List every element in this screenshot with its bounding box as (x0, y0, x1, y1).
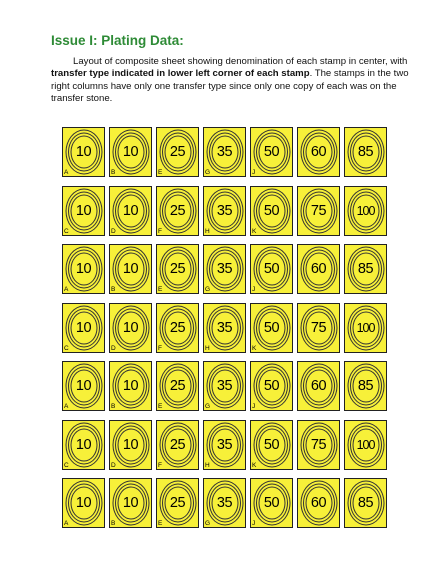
stamp (62, 244, 105, 294)
stamp-denomination: 10 (75, 436, 92, 453)
stamp-denomination: 25 (169, 436, 186, 453)
stamp (62, 478, 105, 528)
stamp-denomination: 35 (216, 378, 233, 394)
stamp-denomination: 50 (263, 319, 280, 336)
stamp-denomination: 35 (216, 202, 233, 219)
stamp-transfer-type: D (111, 227, 116, 235)
stamp (297, 244, 340, 294)
stamp-transfer-type: C (64, 461, 69, 469)
stamp-denomination: 25 (169, 495, 186, 511)
stamp (250, 478, 293, 528)
stamp-transfer-type: B (111, 403, 116, 410)
stamp (62, 420, 105, 470)
composite-sheet-grid (62, 127, 387, 528)
stamp (297, 127, 340, 177)
stamp-denomination: 100 (356, 437, 375, 452)
stamp (250, 361, 293, 411)
stamp-denomination: 10 (122, 378, 139, 394)
stamp-transfer-type: K (252, 344, 257, 352)
stamp-transfer-type: E (158, 520, 163, 527)
stamp-transfer-type: D (111, 344, 116, 352)
stamp-denomination: 10 (75, 319, 92, 336)
stamp-denomination: 10 (75, 378, 92, 394)
intro-paragraph (51, 56, 423, 105)
stamp-denomination: 25 (169, 144, 186, 160)
stamp-transfer-type: G (205, 520, 211, 527)
stamp (109, 127, 152, 177)
stamp (297, 478, 340, 528)
stamp-denomination: 50 (263, 261, 280, 277)
stamp (344, 303, 387, 353)
stamp (109, 244, 152, 294)
stamp-transfer-type: F (158, 344, 162, 352)
stamp (109, 186, 152, 236)
stamp-denomination: 75 (310, 202, 327, 219)
stamp (62, 361, 105, 411)
stamp-transfer-type: B (111, 520, 116, 527)
stamp-denomination: 10 (122, 436, 139, 453)
stamp-transfer-type: E (158, 403, 163, 410)
stamp-transfer-type: A (64, 403, 69, 410)
stamp-transfer-type: H (205, 461, 210, 469)
stamp-denomination: 75 (310, 436, 327, 453)
stamp-denomination: 100 (356, 320, 375, 335)
stamp (344, 186, 387, 236)
stamp (297, 420, 340, 470)
stamp (250, 127, 293, 177)
stamp-transfer-type: J (252, 286, 256, 293)
stamp (250, 303, 293, 353)
stamp-denomination: 50 (263, 378, 280, 394)
stamp-transfer-type: J (252, 169, 256, 176)
stamp-denomination: 10 (122, 495, 139, 511)
stamp (203, 361, 246, 411)
stamp (344, 244, 387, 294)
stamp-denomination: 35 (216, 495, 233, 511)
stamp-transfer-type: J (252, 403, 256, 410)
stamp-denomination: 10 (75, 144, 92, 160)
stamp-denomination: 85 (357, 261, 374, 277)
stamp-denomination: 50 (263, 202, 280, 219)
stamp (203, 303, 246, 353)
stamp (156, 186, 199, 236)
stamp (297, 303, 340, 353)
stamp-transfer-type: G (205, 403, 211, 410)
stamp (156, 420, 199, 470)
stamp-transfer-type: C (64, 344, 69, 352)
stamp-denomination: 10 (75, 495, 92, 511)
stamp-denomination: 50 (263, 436, 280, 453)
stamp (344, 127, 387, 177)
stamp-transfer-type: A (64, 169, 69, 176)
stamp-transfer-type: E (158, 286, 163, 293)
stamp-denomination: 35 (216, 436, 233, 453)
stamp-denomination: 35 (216, 261, 233, 277)
intro-text-bold: transfer type indicated in lower left corner of each stamp (51, 68, 310, 80)
stamp (297, 361, 340, 411)
stamp (62, 303, 105, 353)
stamp (62, 127, 105, 177)
stamp (297, 186, 340, 236)
stamp-denomination: 60 (310, 378, 327, 394)
stamp-denomination: 10 (122, 202, 139, 219)
stamp (344, 361, 387, 411)
stamp (156, 478, 199, 528)
intro-text-part1: Layout of composite sheet showing denomination of each stamp in center, with (73, 56, 408, 67)
stamp (109, 420, 152, 470)
stamp-denomination: 60 (310, 144, 327, 160)
stamp (156, 361, 199, 411)
stamp-transfer-type: G (205, 169, 211, 176)
stamp (250, 420, 293, 470)
intro-text-part2: . The stamps in the two right columns have only one transfer type since only one copy of each was on the transfer stone. (51, 68, 409, 104)
stamp-transfer-type: J (252, 520, 256, 527)
stamp (109, 478, 152, 528)
stamp-denomination: 100 (356, 203, 375, 218)
stamp-denomination: 25 (169, 202, 186, 219)
page-title: Issue I: Plating Data: (51, 33, 184, 48)
stamp-denomination: 10 (122, 319, 139, 336)
stamp-transfer-type: B (111, 286, 116, 293)
stamp-transfer-type: A (64, 520, 69, 527)
stamp (156, 303, 199, 353)
stamp-denomination: 10 (122, 261, 139, 277)
stamp-denomination: 85 (357, 495, 374, 511)
stamp-transfer-type: A (64, 286, 69, 293)
stamp-transfer-type: H (205, 344, 210, 352)
stamp-denomination: 10 (75, 261, 92, 277)
stamp-denomination: 35 (216, 144, 233, 160)
stamp (156, 244, 199, 294)
stamp-denomination: 60 (310, 261, 327, 277)
stamp-denomination: 50 (263, 495, 280, 511)
stamp (109, 361, 152, 411)
stamp-transfer-type: G (205, 286, 211, 293)
stamp-transfer-type: B (111, 169, 116, 176)
stamp-denomination: 85 (357, 144, 374, 160)
stamp-transfer-type: D (111, 461, 116, 469)
stamp (203, 420, 246, 470)
stamp-transfer-type: C (64, 227, 69, 235)
stamp-transfer-type: K (252, 227, 257, 235)
stamp-denomination: 25 (169, 378, 186, 394)
stamp (62, 186, 105, 236)
stamp (203, 186, 246, 236)
stamp-transfer-type: H (205, 227, 210, 235)
stamp-denomination: 25 (169, 261, 186, 277)
stamp (344, 420, 387, 470)
stamp-transfer-type: K (252, 461, 257, 469)
stamp-denomination: 85 (357, 378, 374, 394)
stamp-denomination: 25 (169, 319, 186, 336)
stamp-transfer-type: F (158, 227, 162, 235)
stamp (203, 478, 246, 528)
stamp-transfer-type: E (158, 169, 163, 176)
stamp-denomination: 75 (310, 319, 327, 336)
stamp-denomination: 35 (216, 319, 233, 336)
stamp (203, 244, 246, 294)
stamp (109, 303, 152, 353)
stamp (250, 186, 293, 236)
stamp (203, 127, 246, 177)
stamp-denomination: 10 (122, 144, 139, 160)
stamp (344, 478, 387, 528)
stamp (250, 244, 293, 294)
stamp-denomination: 10 (75, 202, 92, 219)
stamp-denomination: 60 (310, 495, 327, 511)
stamp-transfer-type: F (158, 461, 162, 469)
stamp (156, 127, 199, 177)
stamp-denomination: 50 (263, 144, 280, 160)
